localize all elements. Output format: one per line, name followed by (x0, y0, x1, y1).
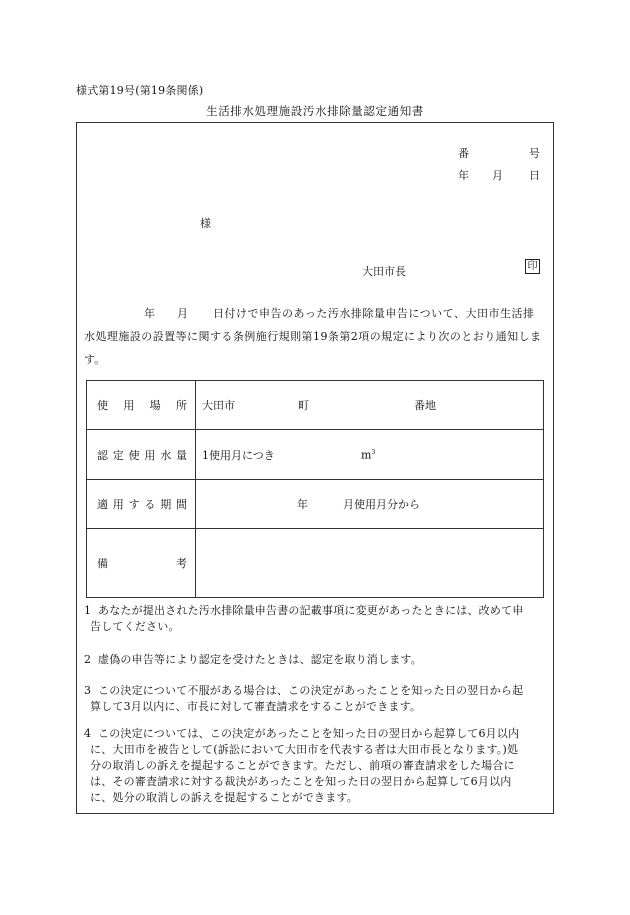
paragraph-month: 月 (177, 307, 188, 320)
number-label: 番 (458, 147, 469, 160)
date-day: 日 (529, 169, 540, 182)
volume-prefix: 1使用月につき (202, 448, 275, 462)
date-month: 月 (492, 169, 503, 182)
location-city: 大田市 (202, 399, 235, 412)
paragraph-line-1: 日付けで申告のあった汚水排除量申告について、大田市生活排 (213, 307, 535, 320)
paragraph-line-3: す。 (84, 353, 106, 366)
remarks-label: 備 考 (87, 529, 196, 598)
seal-mark: 印 (525, 259, 540, 274)
issuer-name: 大田市長 (362, 265, 406, 278)
number-suffix: 号 (529, 147, 540, 160)
volume-unit: $m^3$ (361, 448, 376, 461)
table-row-volume (87, 430, 544, 480)
note-1: 1 あなたが提出された汚水排除量申告書の記載事項に変更があったときには、改めて申 告してください。 (84, 604, 524, 633)
info-table (86, 380, 544, 598)
table-row-location (87, 381, 544, 430)
note-2: 2 虚偽の申告等により認定を受けたときは、認定を取り消します。 (84, 653, 422, 666)
location-value (196, 381, 544, 430)
document-title: 生活排水処理施設汚水排除量認定通知書 (206, 104, 424, 118)
paragraph-line-2: 水処理施設の設置等に関する条例施行規則第19条第2項の規定により次のとおり通知しま (84, 330, 542, 343)
table-row-period (87, 480, 544, 529)
location-label: 使 用 場 所 (87, 381, 196, 430)
location-lot: 番地 (414, 399, 436, 412)
location-town: 町 (298, 399, 309, 412)
date-year: 年 (458, 169, 469, 182)
period-label: 適 用 す る 期 間 (87, 480, 196, 529)
period-value (196, 480, 544, 529)
period-year: 年 (297, 498, 308, 511)
addressee-honorific: 様 (200, 217, 211, 230)
form-id: 様式第19号(第19条関係) (76, 84, 204, 97)
note-4: 4 この決定については、この決定があったことを知った日の翌日から起算して6月以内 に、大田市を被告として(訴訟において大田市を代表する者は大田市長となります。)処 分の取消しの訴えを提起することができます。ただし、前項の審査請求をした場合に は、その審査請求に対する裁決があったことを知った日の翌日から起算して6月以内 に、処分の取消しの訴えを提起することができます。 (84, 727, 520, 804)
remarks-value (196, 529, 544, 598)
volume-value (196, 430, 544, 480)
period-month: 月使用月分から (343, 498, 420, 511)
paragraph-year: 年 (144, 307, 155, 320)
note-3: 3 この決定について不服がある場合は、この決定があったことを知った日の翌日から起 算して3月以内に、市長に対して審査請求をすることができます。 (84, 684, 524, 713)
table-row-remarks (87, 529, 544, 598)
volume-label: 認 定 使 用 水 量 (87, 430, 196, 480)
